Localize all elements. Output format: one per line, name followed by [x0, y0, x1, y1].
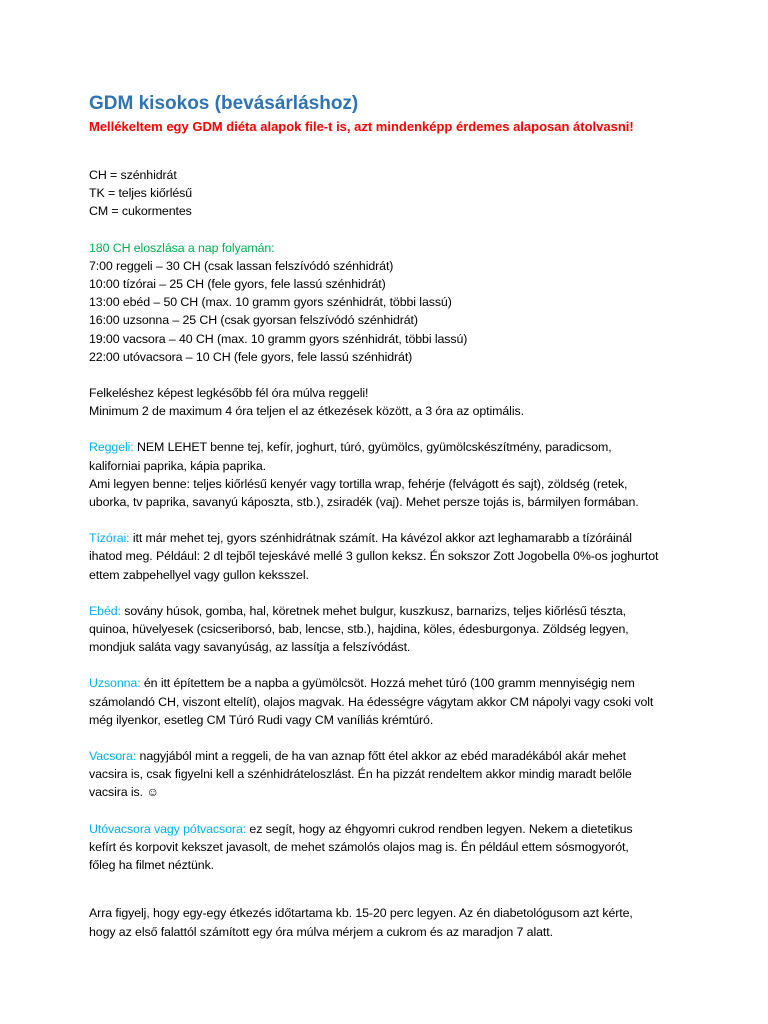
meal-paragraph-line: [89, 529, 729, 547]
meal-text: itt már mehet tej, gyors szénhidrátnak számít. Ha kávézol akkor azt leghamarabb a tízóráinál: [129, 531, 632, 546]
meal-text: számolandó CH, viszont eltelít), olajos magvak. Ha édességre vágytam akkor CM nápolyi vagy csoki volt: [89, 694, 654, 709]
abbreviation-list: [89, 166, 729, 221]
abbreviation-item: CM = cukormentes: [89, 204, 192, 219]
meal-section-utovacsora: [89, 820, 729, 875]
meal-paragraph-line: [89, 747, 729, 765]
abbreviation-item: CH = szénhidrát: [89, 168, 177, 182]
distribution-item: 13:00 ebéd – 50 CH (max. 10 gramm gyors szénhidrát, többi lassú): [89, 295, 452, 310]
closing-section: [89, 904, 729, 940]
meal-label-reggeli: Reggeli:: [89, 440, 134, 455]
closing-line: Arra figyelj, hogy egy-egy étkezés időtartama kb. 15-20 perc legyen. Az én diabetológusom azt kérte,: [89, 906, 633, 921]
distribution-heading: 180 CH eloszlása a nap folyamán:: [89, 240, 275, 255]
meal-label-utovacsora: Utóvacsora vagy pótvacsora:: [89, 821, 247, 836]
distribution-section: [89, 239, 729, 366]
meal-text: sovány húsok, gomba, hal, köretnek mehet bulgur, kuszkusz, barnarizs, teljes kiőrlésű tészta,: [120, 603, 626, 618]
meal-label-uzsonna: Uzsonna:: [89, 676, 141, 691]
meal-text: ihatod meg. Például: 2 dl tejből tejeskávé mellé 3 gullon keksz. Én sokszor Zott Jogobella 0%-os joghurtot: [89, 549, 659, 564]
meal-text: vacsira is. ☺: [89, 785, 159, 800]
timing-section: [89, 384, 729, 420]
distribution-item: 19:00 vacsora – 40 CH (max. 10 gramm gyors szénhidrát, többi lassú): [89, 331, 468, 346]
meal-text: én itt építettem be a napba a gyümölcsöt. Hozzá mehet túró (100 gramm mennyiségig nem: [140, 676, 635, 691]
distribution-item: 10:00 tízórai – 25 CH (fele gyors, fele lassú szénhidrát): [89, 277, 386, 292]
timing-line: Felkeléshez képest legkésőbb fél óra múlva reggeli!: [89, 386, 369, 401]
meal-text: főleg ha filmet néztünk.: [89, 858, 215, 873]
timing-line: Minimum 2 de maximum 4 óra teljen el az étkezések között, a 3 óra az optimális.: [89, 404, 524, 419]
meal-paragraph-line: [89, 438, 729, 456]
meal-section-ebed: [89, 602, 729, 657]
meal-paragraph-line: [89, 820, 729, 838]
closing-line: hogy az első falattól számított egy óra múlva mérjem a cukrom és az maradjon 7 alatt.: [89, 924, 553, 939]
meal-paragraph-line: [89, 674, 729, 692]
meal-text: ettem zabpehellyel vagy gullon keksszel.: [89, 567, 309, 582]
abbreviation-item: TK = teljes kiőrlésű: [89, 186, 193, 201]
meal-section-vacsora: [89, 747, 729, 802]
document-content: [89, 92, 729, 941]
meal-text: nagyjából mint a reggeli, de ha van aznap főtt étel akkor az ebéd maradékából akár mehet: [136, 749, 626, 764]
meal-text: Ami legyen benne: teljes kiőrlésű kenyér vagy tortilla wrap, fehérje (felvágott és sajt), zöldség (retek,: [89, 476, 628, 491]
meal-section-uzsonna: [89, 674, 729, 729]
meal-label-vacsora: Vacsora:: [89, 749, 137, 764]
distribution-item: 16:00 uzsonna – 25 CH (csak gyorsan felszívódó szénhidrát): [89, 313, 418, 328]
document-title: GDM kisokos (bevásárláshoz): [89, 93, 359, 114]
meal-text: még ilyenkor, esetleg CM Túró Rudi vagy CM vaníliás krémtúró.: [89, 712, 434, 727]
meal-section-tizorai: [89, 529, 729, 584]
meal-text: mondjuk saláta vagy savanyúság, az lassítja a felszívódást.: [89, 640, 411, 655]
distribution-item: 22:00 utóvacsora – 10 CH (fele gyors, fele lassú szénhidrát): [89, 349, 413, 364]
meal-text: kaliforniai paprika, kápia paprika.: [89, 458, 266, 473]
meal-section-reggeli: [89, 438, 729, 511]
document-subtitle: Mellékeltem egy GDM diéta alapok file-t is, azt mindenképp érdemes alaposan átolvasni!: [89, 119, 634, 134]
distribution-item: 7:00 reggeli – 30 CH (csak lassan felszívódó szénhidrát): [89, 258, 394, 273]
meal-text: vacsira is, csak figyelni kell a szénhidráteloszlást. Én ha pizzát rendeltem akkor mindig maradt belőle: [89, 767, 632, 782]
meal-text: uborka, tv paprika, savanyú káposzta, stb.), zsiradék (vaj). Mehet persze tojás is, bármilyen formában.: [89, 495, 639, 510]
meal-text: kefírt és korpovit kekszet javasolt, de mehet számolós olajos mag is. Én például ettem sósmogyorót,: [89, 839, 629, 854]
meal-text: ez segít, hogy az éhgyomri cukrod rendben legyen. Nekem a dietetikus: [246, 821, 633, 836]
meal-text: NEM LEHET benne tej, kefír, joghurt, túró, gyümölcs, gyümölcskészítmény, paradicsom,: [133, 440, 612, 455]
meal-label-ebed: Ebéd:: [89, 603, 121, 618]
meal-label-tizorai: Tízórai:: [89, 531, 130, 546]
meal-paragraph-line: [89, 602, 729, 620]
meal-text: quinoa, hüvelyesek (csicseriborsó, bab, lencse, stb.), hajdina, köles, édesburgonya. Zöldség legyen,: [89, 622, 629, 637]
